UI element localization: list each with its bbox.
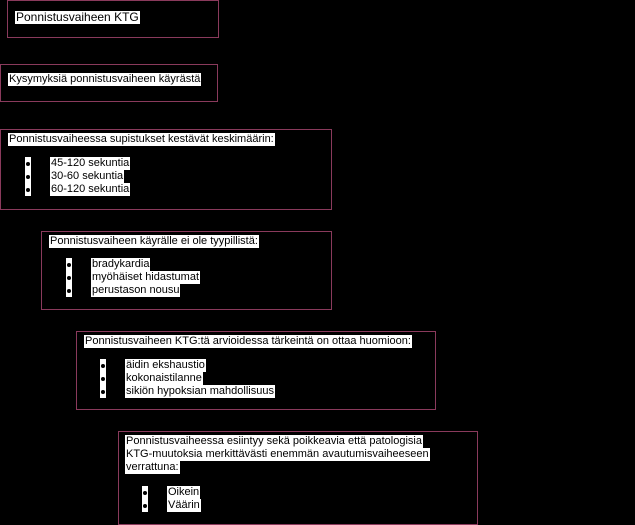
question-4-text-line-2: KTG-muutoksia merkittävästi enemmän avautumisvaiheeseen xyxy=(126,448,429,460)
option-label: 60-120 sekuntia xyxy=(51,183,130,195)
option-label: sikiön hypoksian mahdollisuus xyxy=(126,385,274,397)
section-title: Kysymyksiä ponnistusvaiheen käyrästä xyxy=(9,73,201,85)
option-label: Väärin xyxy=(168,499,200,511)
bullet-icon xyxy=(25,157,31,170)
question-1 xyxy=(0,129,332,210)
option-label: bradykardia xyxy=(92,258,150,270)
option-label: 45-120 sekuntia xyxy=(51,157,130,169)
bullet-icon xyxy=(25,183,31,196)
bullet-icon xyxy=(25,170,31,183)
question-3 xyxy=(76,331,436,410)
option-label: perustason nousu xyxy=(92,284,180,296)
option-label: kokonaistilanne xyxy=(126,372,202,384)
question-1-text: Ponnistusvaiheessa supistukset kestävät keskimäärin: xyxy=(9,133,274,145)
option-label: 30-60 sekuntia xyxy=(51,170,124,182)
bullet-icon xyxy=(142,499,148,512)
question-4-text-line-1: Ponnistusvaiheessa esiintyy sekä poikkeavia että patologisia xyxy=(126,435,422,447)
bullet-icon xyxy=(66,271,72,284)
question-4 xyxy=(118,431,478,525)
option-label: myöhäiset hidastumat xyxy=(92,271,199,283)
bullet-icon xyxy=(100,359,106,372)
question-2-text: Ponnistusvaiheen käyrälle ei ole tyypillistä: xyxy=(50,235,258,247)
question-4-text-line-3: verrattuna: xyxy=(126,461,179,473)
option-label: äidin ekshaustio xyxy=(126,359,205,371)
option-label: Oikein xyxy=(168,486,200,498)
page-title: Ponnistusvaiheen KTG xyxy=(16,10,139,24)
title-box xyxy=(7,0,219,38)
bullet-icon xyxy=(142,486,148,499)
bullet-icon xyxy=(100,372,106,385)
section-box xyxy=(0,64,218,102)
bullet-icon xyxy=(100,385,106,398)
question-2 xyxy=(41,231,332,310)
bullet-icon xyxy=(66,284,72,297)
question-3-text: Ponnistusvaiheen KTG:tä arvioidessa tärkeintä on ottaa huomioon: xyxy=(85,335,411,347)
bullet-icon xyxy=(66,258,72,271)
